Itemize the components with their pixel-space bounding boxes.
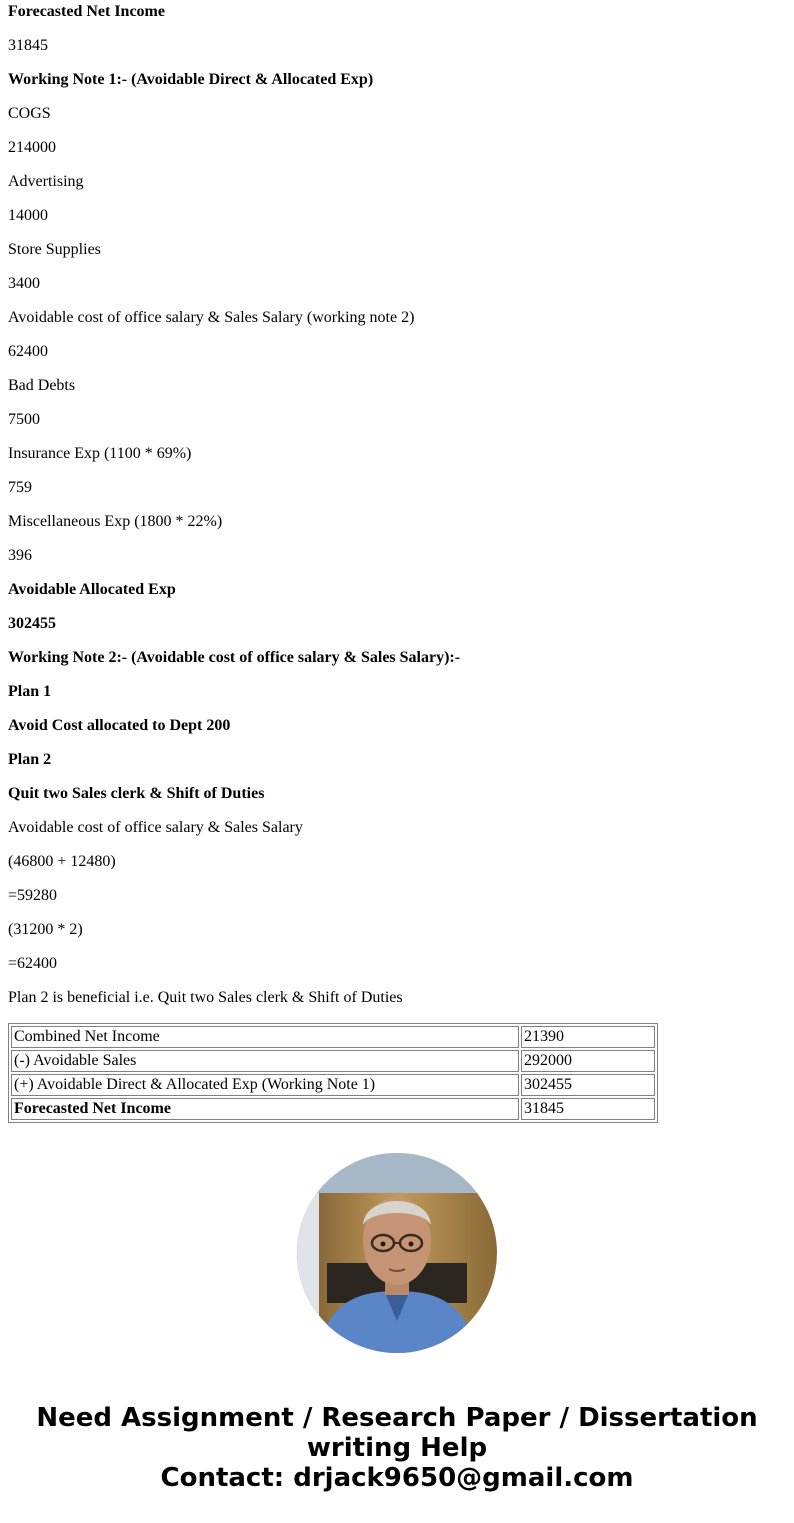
plan-2-result: =62400 bbox=[8, 955, 58, 972]
total-value: 302455 bbox=[8, 615, 56, 632]
working-note-1-heading: Working Note 1:- (Avoidable Direct & Allocated Exp) bbox=[8, 71, 374, 88]
row-value: 21390 bbox=[521, 1026, 655, 1048]
forecast-value: 31845 bbox=[8, 37, 48, 54]
plan-1-result: =59280 bbox=[8, 887, 58, 904]
item-value: 7500 bbox=[8, 411, 40, 428]
item-label: Insurance Exp (1100 * 69%) bbox=[8, 445, 192, 462]
item-value: 14000 bbox=[8, 207, 48, 224]
row-value: 302455 bbox=[521, 1074, 655, 1096]
summary-table bbox=[8, 1023, 658, 1123]
author-photo bbox=[297, 1153, 497, 1353]
table-row bbox=[11, 1074, 655, 1096]
row-value: 31845 bbox=[521, 1098, 655, 1120]
plan-1-description: Avoid Cost allocated to Dept 200 bbox=[8, 717, 231, 734]
plan-2-description: Quit two Sales clerk & Shift of Duties bbox=[8, 785, 265, 802]
document-body bbox=[8, 0, 786, 1020]
item-value: 396 bbox=[8, 547, 32, 564]
row-label: (+) Avoidable Direct & Allocated Exp (Working Note 1) bbox=[11, 1074, 519, 1096]
cost-row-label: Avoidable cost of office salary & Sales Salary bbox=[8, 819, 303, 836]
promo-line-2: writing Help bbox=[306, 1433, 488, 1463]
table-row bbox=[11, 1026, 655, 1048]
table-row bbox=[11, 1050, 655, 1072]
row-label: Forecasted Net Income bbox=[11, 1098, 519, 1120]
item-label: Miscellaneous Exp (1800 * 22%) bbox=[8, 513, 223, 530]
item-value: 3400 bbox=[8, 275, 40, 292]
forecast-title: Forecasted Net Income bbox=[8, 3, 165, 20]
plan-2-calculation: (31200 * 2) bbox=[8, 921, 83, 938]
promo-line-1: Need Assignment / Research Paper / Dissertation bbox=[36, 1403, 758, 1433]
item-label: Advertising bbox=[8, 173, 84, 190]
plan-1-title: Plan 1 bbox=[8, 683, 52, 700]
item-label: Bad Debts bbox=[8, 377, 76, 394]
row-label: (-) Avoidable Sales bbox=[11, 1050, 519, 1072]
item-label: COGS bbox=[8, 105, 51, 122]
row-value: 292000 bbox=[521, 1050, 655, 1072]
row-label: Combined Net Income bbox=[11, 1026, 519, 1048]
conclusion-text: Plan 2 is beneficial i.e. Quit two Sales clerk & Shift of Duties bbox=[8, 989, 403, 1006]
item-label: Store Supplies bbox=[8, 241, 101, 258]
item-value: 214000 bbox=[8, 139, 56, 156]
working-note-2-heading: Working Note 2:- (Avoidable cost of office salary & Sales Salary):- bbox=[8, 649, 461, 666]
promo-banner bbox=[0, 1403, 794, 1493]
item-label: Avoidable cost of office salary & Sales Salary (working note 2) bbox=[8, 309, 415, 326]
promo-contact: Contact: drjack9650@gmail.com bbox=[160, 1463, 634, 1493]
item-value: 759 bbox=[8, 479, 32, 496]
portrait-illustration bbox=[297, 1153, 497, 1353]
total-label: Avoidable Allocated Exp bbox=[8, 581, 176, 598]
plan-1-calculation: (46800 + 12480) bbox=[8, 853, 116, 870]
table-row bbox=[11, 1098, 655, 1120]
item-value: 62400 bbox=[8, 343, 48, 360]
plan-2-title: Plan 2 bbox=[8, 751, 52, 768]
